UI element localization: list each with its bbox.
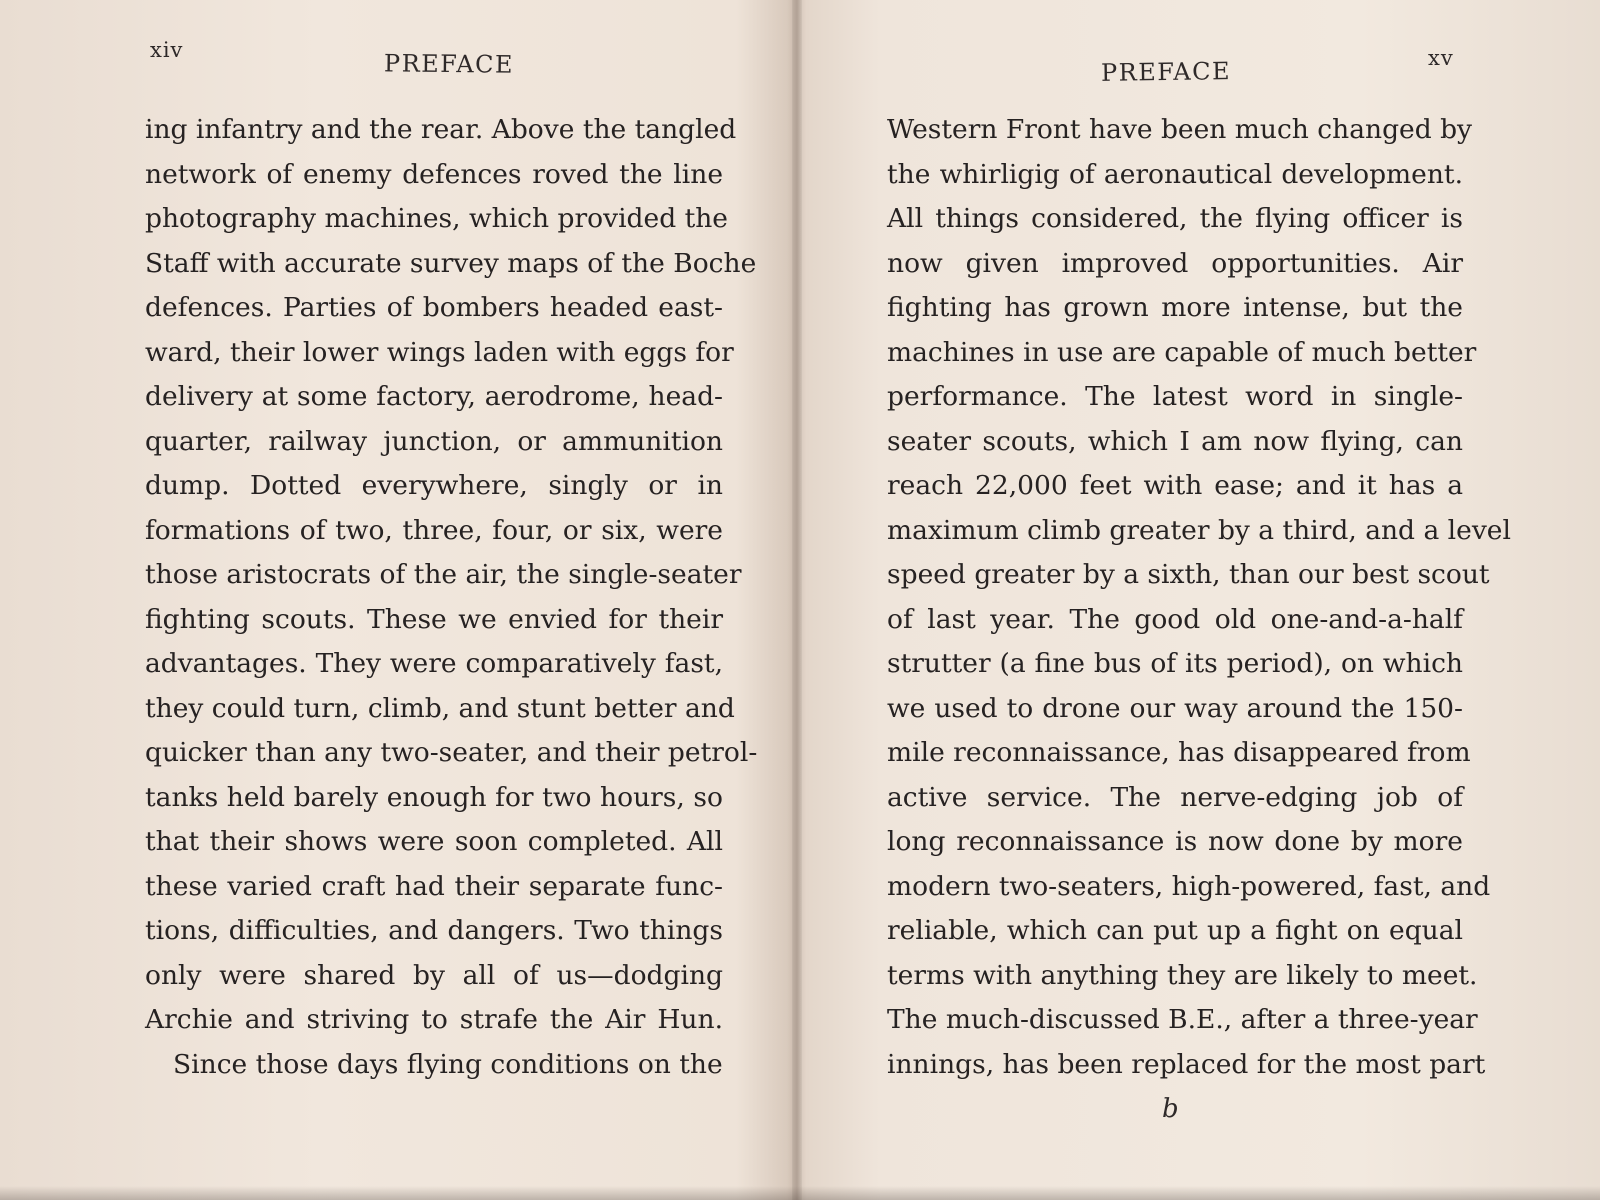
- text-line: only were shared by all of us—dodging: [145, 959, 723, 991]
- text-line: fighting has grown more intense, but the: [887, 292, 1463, 323]
- signature-mark: b: [1162, 1094, 1179, 1124]
- text-line: maximum climb greater by a third, and a level: [887, 514, 1511, 546]
- text-line: that their shows were soon completed. All: [145, 826, 723, 857]
- text-line: dump. Dotted everywhere, singly or in: [145, 470, 723, 501]
- text-line: those aristocrats of the air, the single-seater: [145, 559, 742, 590]
- text-line: ward, their lower wings laden with eggs for: [145, 336, 734, 368]
- right-running-head: PREFACE: [1100, 57, 1232, 87]
- text-line: Western Front have been much changed by: [887, 114, 1473, 145]
- text-line: machines in use are capable of much better: [887, 336, 1477, 368]
- text-line: Since those days flying conditions on the: [173, 1048, 723, 1080]
- text-line: of last year. The good old one-and-a-half: [887, 603, 1463, 635]
- text-line: active service. The nerve-edging job of: [887, 781, 1463, 813]
- text-line: we used to drone our way around the 150-: [887, 692, 1463, 724]
- text-line: Staff with accurate survey maps of the Boche: [145, 247, 757, 279]
- text-line: quicker than any two-seater, and their petrol-: [145, 737, 758, 768]
- text-line: Archie and striving to strafe the Air Hun.: [145, 1004, 723, 1035]
- text-line: strutter (a fine bus of its period), on which: [887, 648, 1463, 679]
- text-line: ing infantry and the rear. Above the tangled: [145, 114, 737, 145]
- text-line: network of enemy defences roved the line: [145, 158, 723, 190]
- text-line: The much-discussed B.E., after a three-year: [887, 1004, 1478, 1035]
- text-line: formations of two, three, four, or six, were: [145, 514, 723, 546]
- text-line: All things considered, the flying officer is: [887, 203, 1463, 234]
- left-running-head: PREFACE: [383, 49, 515, 79]
- text-line: reliable, which can put up a fight on equal: [887, 915, 1463, 946]
- text-line: terms with anything they are likely to meet.: [887, 959, 1478, 991]
- right-page-number: xv: [1428, 46, 1454, 70]
- text-line: advantages. They were comparatively fast,: [145, 648, 723, 679]
- text-line: speed greater by a sixth, than our best scout: [887, 559, 1490, 590]
- text-line: long reconnaissance is now done by more: [887, 826, 1463, 857]
- text-line: they could turn, climb, and stunt better and: [145, 692, 735, 724]
- text-line: seater scouts, which I am now flying, can: [887, 425, 1463, 457]
- right-page-text: [887, 108, 1511, 1087]
- book-gutter: [792, 0, 802, 1200]
- left-page-number: xiv: [150, 38, 184, 62]
- text-line: modern two-seaters, high-powered, fast, and: [887, 870, 1491, 902]
- text-line: reach 22,000 feet with ease; and it has a: [887, 470, 1463, 501]
- text-line: quarter, railway junction, or ammunition: [145, 425, 723, 457]
- text-line: now given improved opportunities. Air: [887, 247, 1463, 279]
- text-line: these varied craft had their separate func-: [145, 870, 723, 902]
- text-line: photography machines, which provided the: [145, 203, 728, 234]
- page-bottom-edge: [0, 1186, 1600, 1200]
- text-line: performance. The latest word in single-: [887, 381, 1463, 412]
- text-line: the whirligig of aeronautical development.: [887, 158, 1463, 190]
- text-line: delivery at some factory, aerodrome, head-: [145, 381, 723, 412]
- text-line: innings, has been replaced for the most part: [887, 1048, 1486, 1080]
- text-line: mile reconnaissance, has disappeared from: [887, 737, 1471, 768]
- text-line: tanks held barely enough for two hours, so: [145, 781, 723, 813]
- left-page-text: [145, 108, 758, 1087]
- text-line: fighting scouts. These we envied for their: [145, 603, 723, 635]
- text-line: tions, difficulties, and dangers. Two things: [145, 915, 723, 946]
- text-line: defences. Parties of bombers headed east-: [145, 292, 723, 323]
